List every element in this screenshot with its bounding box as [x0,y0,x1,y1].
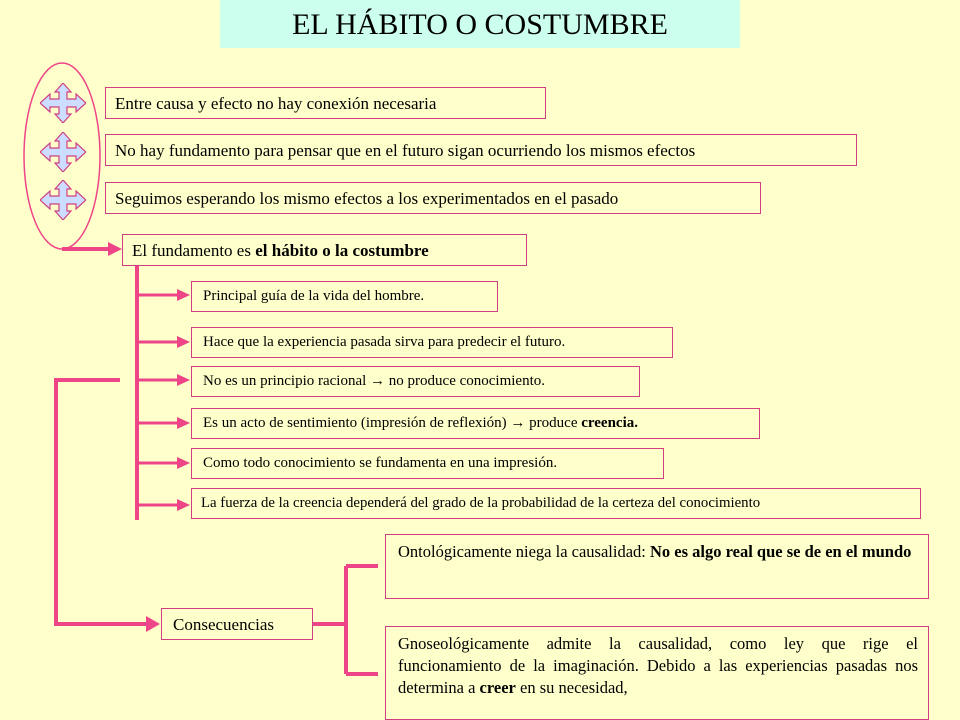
trait-text: Como todo conocimiento se fundamenta en una impresión. [203,455,558,471]
consequence-bracket [313,566,378,674]
premise-text: Seguimos esperando los mismo efectos a los experimentados en el pasado [115,189,619,208]
consequences-label: Consecuencias [173,615,275,634]
four-way-arrow-icon [40,180,86,220]
foundation-emphasis: el hábito o la costumbre [255,241,429,260]
foundation-box [122,234,527,266]
ontological-text: Ontológicamente niega la causalidad: [398,542,650,561]
premise-box [105,87,546,119]
gnoseological-emphasis: creer [479,678,516,697]
four-way-arrow-icon [40,83,86,123]
premise-text: Entre causa y efecto no hay conexión necesaria [115,94,437,113]
ontological-box [385,534,929,599]
trait-box [191,327,673,358]
trait-box [191,488,921,519]
trait-box [191,281,498,312]
page-title: EL HÁBITO O COSTUMBRE [220,0,740,48]
trait-text: No es un principio racional → no produce conocimiento. [203,373,545,389]
trait-box [191,408,760,439]
trait-box [191,448,664,479]
premise-text: No hay fundamento para pensar que en el futuro sigan ocurriendo los mismos efectos [115,141,696,160]
premise-box [105,182,761,214]
premise-box [105,134,857,166]
trait-branches [137,289,190,511]
trait-box [191,366,640,397]
four-way-arrow-icon [40,132,86,172]
ontological-emphasis: No es algo real que se de en el mundo [650,542,912,561]
consequence-elbow [56,380,148,624]
trait-text: La fuerza de la creencia dependerá del grado de la probabilidad de la certeza del conocimiento [201,495,761,511]
gnoseological-text: Gnoseológicamente admite la causalidad, como ley que rige el funcionamiento de la imaginación. Debido a las experiencias pasadas nos determina a [398,634,918,697]
foundation-text: El fundamento es [132,241,256,260]
trait-text: Es un acto de sentimiento (impresión de reflexión) → produce [203,415,582,431]
consequences-box [161,608,313,640]
gnoseological-suffix: en su necesidad, [515,678,628,697]
trait-emphasis: creencia. [581,415,639,431]
gnoseological-box [385,626,929,720]
trait-text: Hace que la experiencia pasada sirva para predecir el futuro. [203,334,566,350]
trait-text: Principal guía de la vida del hombre. [203,288,425,304]
